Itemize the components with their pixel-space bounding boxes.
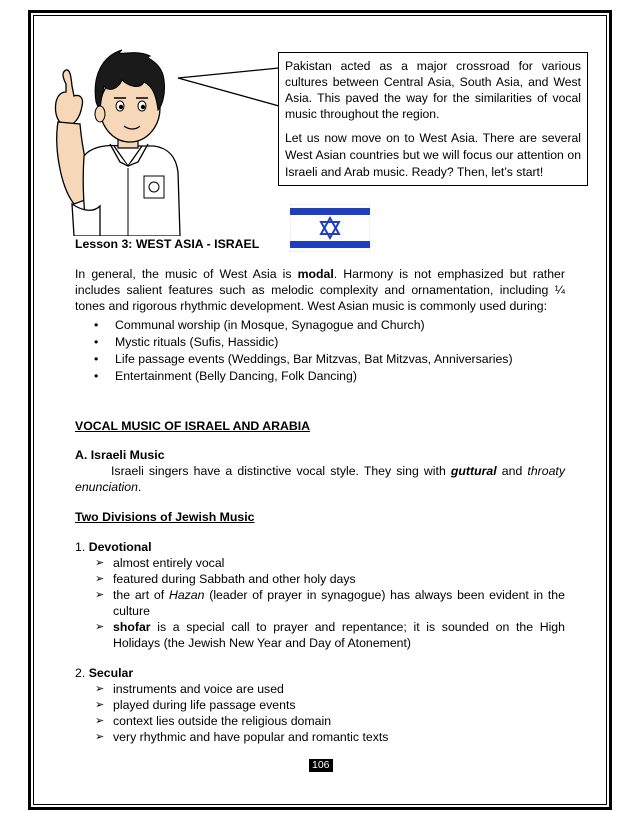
devotional-heading: [75, 539, 565, 555]
hazan-text-1: the art of: [113, 588, 169, 602]
main-content: [75, 266, 565, 745]
list-item: ➢ context lies outside the religious domain: [75, 713, 565, 729]
uses-list: [75, 317, 565, 384]
list-item: [75, 619, 565, 651]
page-number: 106: [309, 759, 333, 772]
speech-bubble-tail: [176, 66, 286, 116]
intro-paragraph: [75, 266, 565, 314]
throaty-term: throaty enunciation: [75, 464, 565, 494]
shofar-term: shofar: [113, 620, 151, 634]
lesson-title: Lesson 3: WEST ASIA - ISRAEL: [75, 237, 260, 251]
devotional-number: 1.: [75, 540, 89, 554]
bubble-paragraph-1: Pakistan acted as a major crossroad for various cultures between Central Asia, South Asia, and West Asia. This paved the way for the similarities of vocal music throughout the region.: [285, 59, 581, 121]
list-item: ➢ instruments and voice are used: [75, 681, 565, 697]
bubble-paragraph-2: Let us now move on to West Asia. There are several West Asian countries but we will focus our attention on Israeli and Arab music. Ready? Then, let’s start!: [285, 131, 581, 179]
list-item: • Life passage events (Weddings, Bar Mitzvas, Bat Mitzvas, Anniversaries): [75, 351, 565, 367]
secular-list: [75, 681, 565, 745]
secular-heading: [75, 665, 565, 681]
israeli-text-1: Israeli singers have a distinctive vocal style. They sing with: [111, 464, 451, 478]
divisions-heading: Two Divisions of Jewish Music: [75, 510, 255, 524]
intro-bold-modal: modal: [297, 267, 334, 281]
devotional-list: [75, 555, 565, 651]
secular-label: Secular: [88, 666, 134, 680]
intro-text-1: In general, the music of West Asia is: [75, 267, 298, 281]
list-item: ➢ played during life passage events: [75, 697, 565, 713]
intro-text-2: . Harmony is not emphasized but rather includes salient features such as melodic complexity and ornamentation, including ¼ tones and rigorous rhythmic development. West Asian music is commonly used during:: [75, 267, 565, 313]
israeli-music-heading: A. Israeli Music: [75, 448, 165, 462]
speech-bubble: [278, 52, 588, 186]
list-item: [75, 587, 565, 619]
hazan-term: Hazan: [168, 588, 205, 602]
secular-number: 2.: [75, 666, 89, 680]
israeli-text-2: and: [496, 464, 528, 478]
israeli-paragraph: [75, 463, 565, 495]
vocal-music-heading: VOCAL MUSIC OF ISRAEL AND ARABIA: [75, 419, 311, 433]
list-item: ➢ almost entirely vocal: [75, 555, 565, 571]
boy-character-illustration: [44, 36, 194, 236]
list-item: • Entertainment (Belly Dancing, Folk Dancing): [75, 368, 565, 384]
list-item: • Communal worship (in Mosque, Synagogue and Church): [75, 317, 565, 333]
list-item: ➢ featured during Sabbath and other holy days: [75, 571, 565, 587]
devotional-label: Devotional: [88, 540, 152, 554]
list-item: ➢ very rhythmic and have popular and romantic texts: [75, 729, 565, 745]
list-item: • Mystic rituals (Sufis, Hassidic): [75, 334, 565, 350]
israeli-text-3: .: [137, 480, 142, 494]
hazan-text-2: (leader of prayer in synagogue) has always been evident in the culture: [113, 588, 565, 618]
shofar-text: is a special call to prayer and repentance; it is sounded on the High Holidays (the Jewish New Year and Day of Atonement): [113, 620, 565, 650]
israel-flag-image: [290, 204, 370, 252]
guttural-term: guttural: [450, 464, 497, 478]
